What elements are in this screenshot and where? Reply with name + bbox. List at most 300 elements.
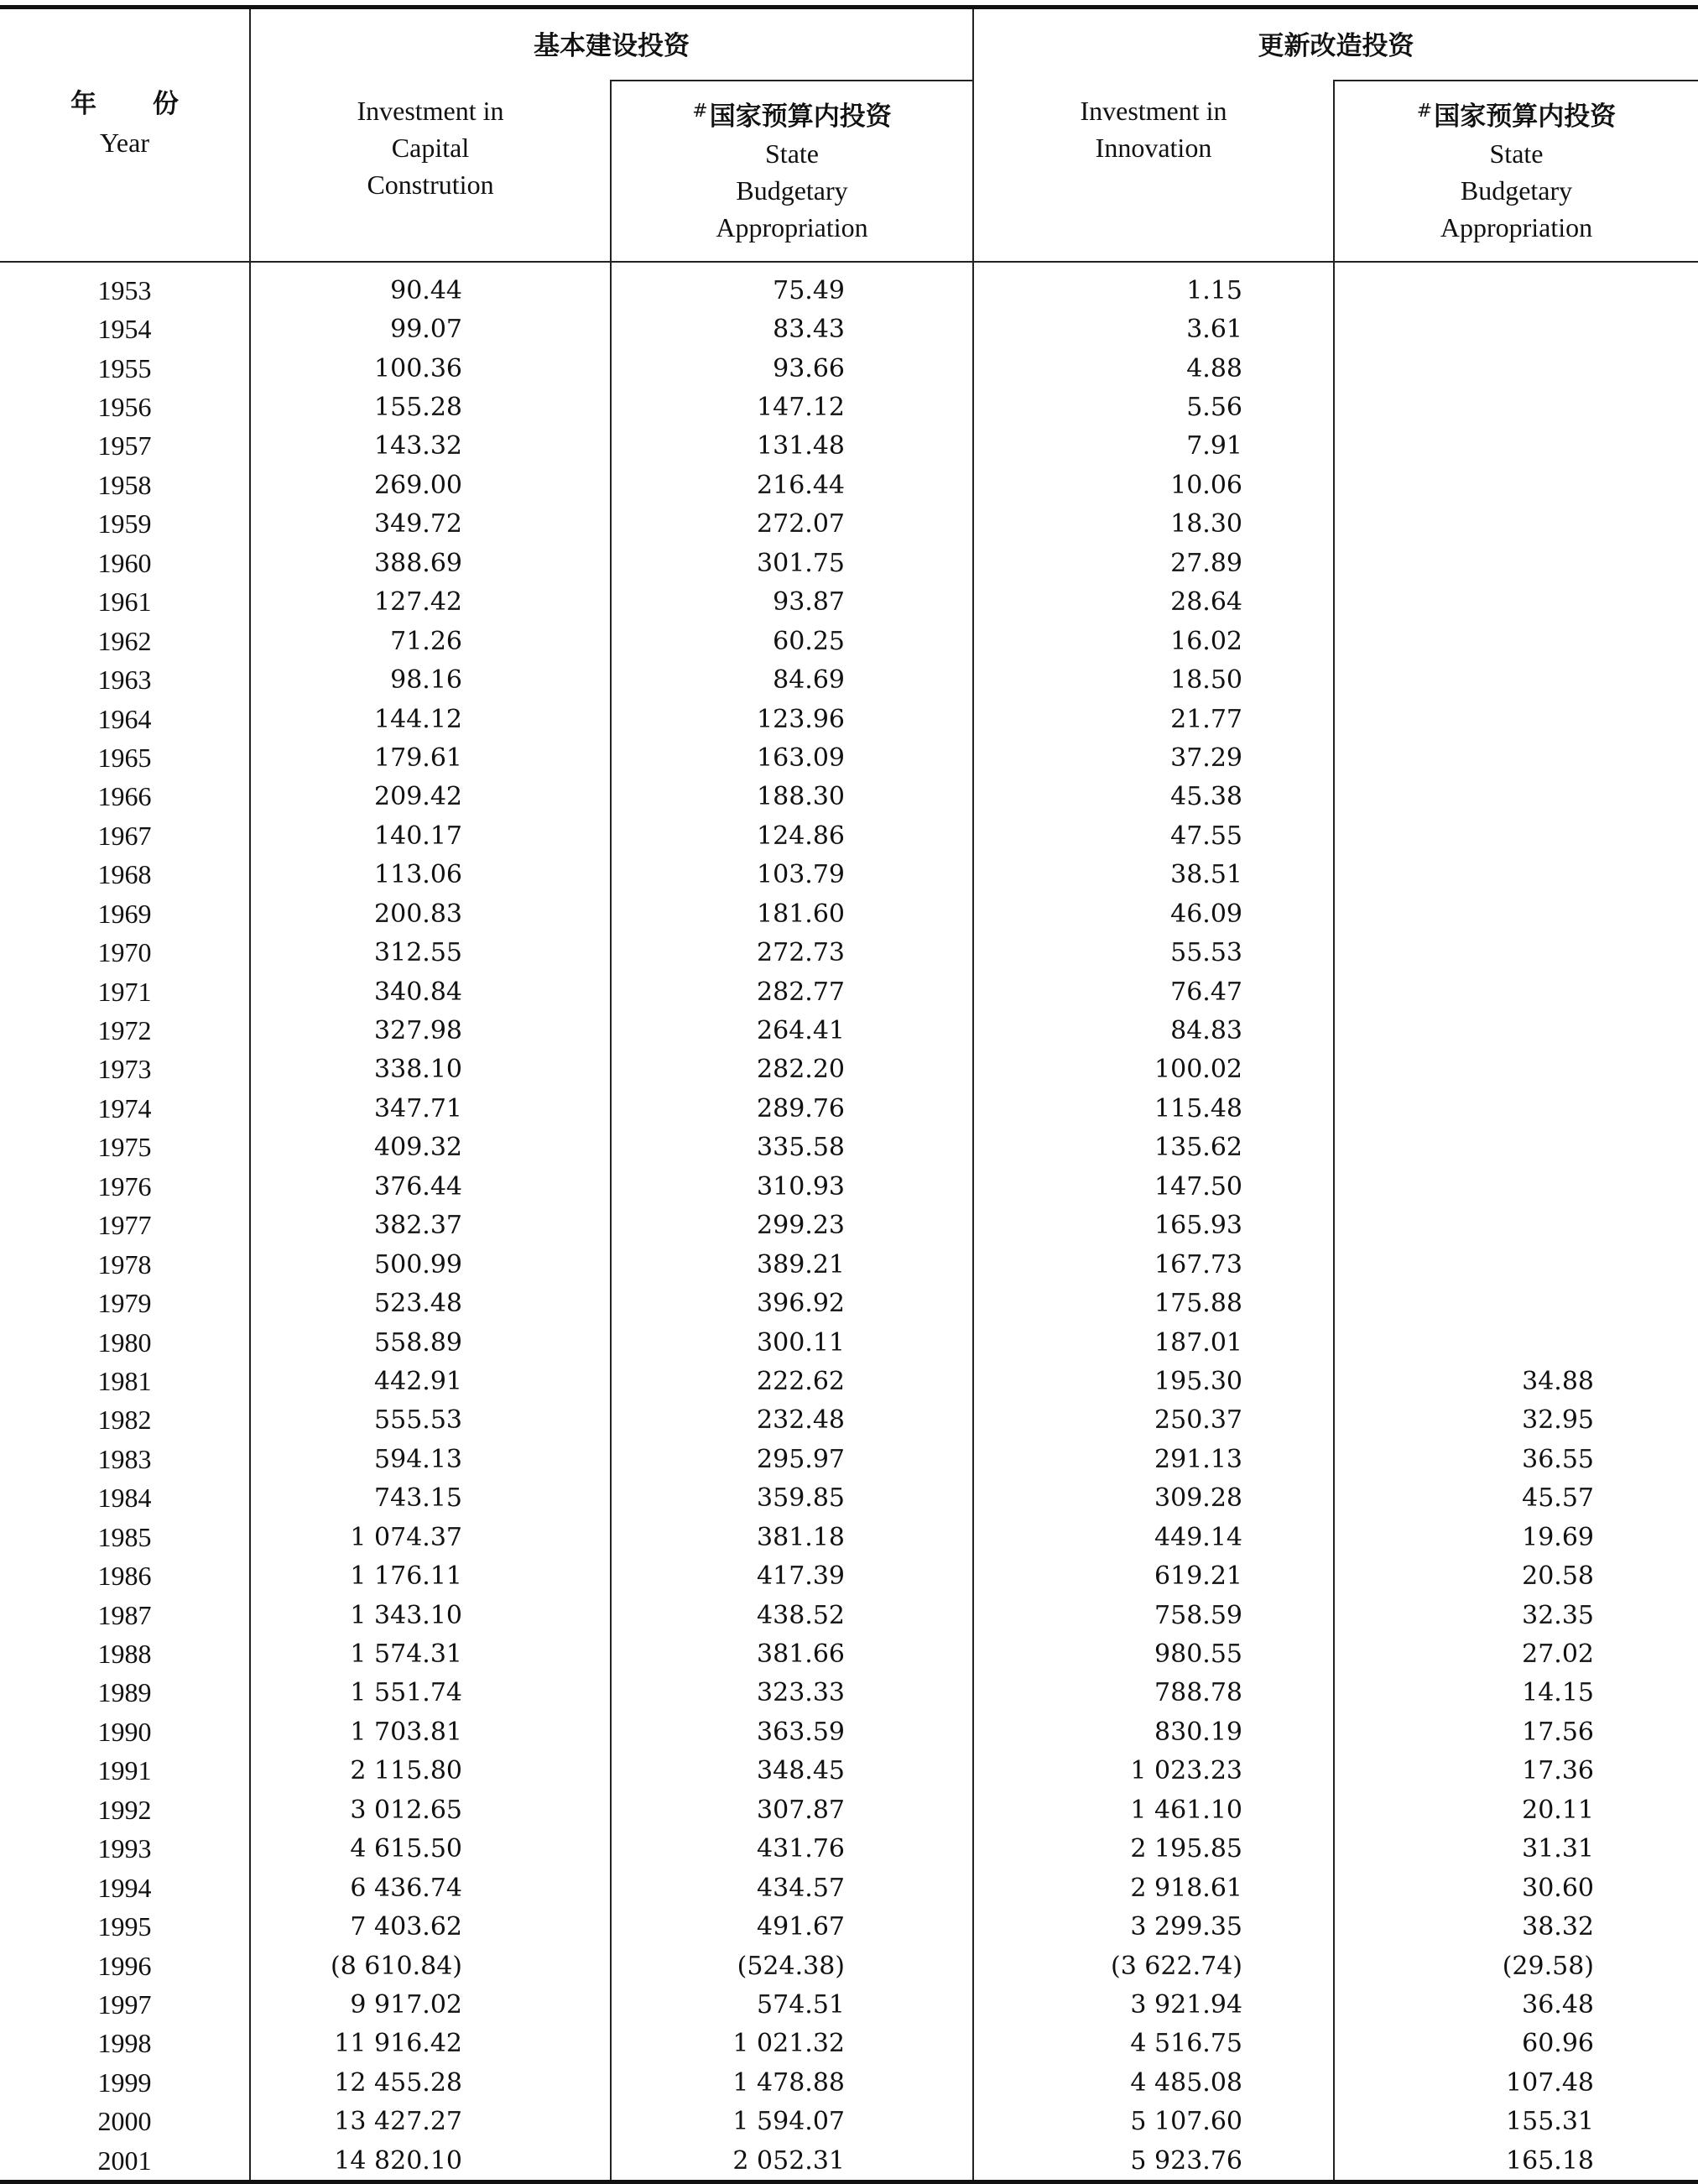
capital-budget-cell: 310.93: [611, 1167, 973, 1206]
capital-budget-cell: 103.79: [611, 856, 973, 894]
innovation-cell: 38.51: [973, 856, 1334, 894]
innovation-budget-cell: [1334, 1167, 1698, 1206]
capital-cell: 312.55: [250, 933, 611, 972]
innovation-budget-cell: [1334, 310, 1698, 348]
table-row: [0, 1712, 1698, 1751]
investment-table: [0, 5, 1698, 2184]
capital-budget-cell: 295.97: [611, 1440, 973, 1478]
capital-budget-cell: 216.44: [611, 466, 973, 504]
innovation-cell: 3 921.94: [973, 1985, 1334, 2024]
innovation-cell: 76.47: [973, 972, 1334, 1011]
year-cell: 1953: [97, 274, 152, 305]
innovation-budget-cell: 155.31: [1334, 2103, 1698, 2141]
innovation-budget-cell: 20.11: [1334, 1790, 1698, 1829]
year-cell: 1955: [97, 352, 152, 383]
year-cell: 1982: [97, 1405, 152, 1436]
capital-budget-cell: 434.57: [611, 1869, 973, 1907]
capital-budget-cell: 282.77: [611, 972, 973, 1011]
capital-cell: 98.16: [250, 660, 611, 699]
capital-cell: 6 436.74: [250, 1869, 611, 1907]
capital-budget-cell: 348.45: [611, 1752, 973, 1790]
innovation-budget-cell: 31.31: [1334, 1830, 1698, 1869]
capital-cell: 523.48: [250, 1284, 611, 1322]
group-header-innovation: 更新改造投资: [973, 8, 1698, 81]
capital-budget-cell: 124.86: [611, 816, 973, 855]
capital-cell: 7 403.62: [250, 1907, 611, 1946]
capital-budget-cell: 272.07: [611, 505, 973, 544]
capital-budget-cell: 84.69: [611, 660, 973, 699]
capital-budget-cell: 1 594.07: [611, 2103, 973, 2141]
table-row: [0, 2141, 1698, 2182]
year-cell: 1968: [97, 859, 152, 890]
table-row: [0, 388, 1698, 426]
capital-cell: 269.00: [250, 466, 611, 504]
capital-cell: 9 917.02: [250, 1985, 611, 2024]
capital-budget-cell: 438.52: [611, 1596, 973, 1634]
innovation-cell: 195.30: [973, 1362, 1334, 1400]
capital-cell: 71.26: [250, 622, 611, 660]
innovation-budget-cell: [1334, 1245, 1698, 1284]
table-row: [0, 660, 1698, 699]
innovation-budget-cell: [1334, 388, 1698, 426]
capital-cell: 127.42: [250, 583, 611, 622]
table-row: [0, 2063, 1698, 2102]
column-header-capital-budget: #国家预算内投资 State Budgetary Appropriation: [611, 81, 973, 262]
innovation-cell: 3 299.35: [973, 1907, 1334, 1946]
year-header-zh: 年 份: [70, 89, 202, 119]
innovation-cell: 47.55: [973, 816, 1334, 855]
innovation-budget-cell: [1334, 622, 1698, 660]
innovation-cell: 1 461.10: [973, 1790, 1334, 1829]
innovation-budget-cell: 36.48: [1334, 1985, 1698, 2024]
table-row: [0, 1596, 1698, 1634]
capital-cell: 11 916.42: [250, 2025, 611, 2063]
innovation-cell: 147.50: [973, 1167, 1334, 1206]
capital-budget-cell: 396.92: [611, 1284, 973, 1322]
capital-cell: 347.71: [250, 1089, 611, 1128]
year-cell: 1974: [97, 1092, 152, 1123]
innovation-cell: 7.91: [973, 427, 1334, 466]
capital-budget-cell: 163.09: [611, 738, 973, 777]
capital-cell: 1 176.11: [250, 1556, 611, 1595]
capital-budget-cell: 93.87: [611, 583, 973, 622]
table-row: [0, 427, 1698, 466]
innovation-cell: 46.09: [973, 894, 1334, 933]
table-row: [0, 1907, 1698, 1946]
year-cell: 1954: [97, 314, 152, 345]
year-cell: 1961: [97, 586, 152, 618]
capital-budget-cell: 222.62: [611, 1362, 973, 1400]
table-row: [0, 1985, 1698, 2024]
innovation-cell: 165.93: [973, 1207, 1334, 1245]
innovation-budget-cell: 36.55: [1334, 1440, 1698, 1478]
innovation-budget-cell: (29.58): [1334, 1947, 1698, 1985]
innovation-budget-cell: 20.58: [1334, 1556, 1698, 1595]
table-row: [0, 1011, 1698, 1050]
capital-budget-cell: 363.59: [611, 1712, 973, 1751]
innovation-budget-cell: 27.02: [1334, 1634, 1698, 1673]
innovation-budget-cell: [1334, 583, 1698, 622]
capital-budget-cell: 417.39: [611, 1556, 973, 1595]
innovation-cell: 4 516.75: [973, 2025, 1334, 2063]
table-row: [0, 1518, 1698, 1556]
capital-cell: 327.98: [250, 1011, 611, 1050]
innovation-cell: 5 107.60: [973, 2103, 1334, 2141]
year-cell: 1996: [97, 1950, 152, 1981]
table-row: [0, 1869, 1698, 1907]
capital-budget-cell: 307.87: [611, 1790, 973, 1829]
capital-cell: 3 012.65: [250, 1790, 611, 1829]
table-row: [0, 856, 1698, 894]
innovation-budget-cell: [1334, 816, 1698, 855]
innovation-budget-cell: [1334, 778, 1698, 816]
innovation-cell: 84.83: [973, 1011, 1334, 1050]
innovation-budget-cell: [1334, 262, 1698, 310]
table-header: [0, 8, 1698, 263]
capital-cell: 743.15: [250, 1479, 611, 1518]
capital-budget-cell: 323.33: [611, 1674, 973, 1712]
capital-budget-cell: 93.66: [611, 349, 973, 388]
table-row: [0, 505, 1698, 544]
capital-cell: 1 574.31: [250, 1634, 611, 1673]
budget-mark: #: [692, 101, 708, 122]
year-cell: 1978: [97, 1248, 152, 1280]
year-cell: 1985: [97, 1521, 152, 1552]
innovation-budget-cell: [1334, 349, 1698, 388]
capital-cell: 99.07: [250, 310, 611, 348]
year-cell: 1981: [97, 1365, 152, 1396]
table-row: [0, 262, 1698, 310]
capital-cell: 340.84: [250, 972, 611, 1011]
capital-cell: 1 703.81: [250, 1712, 611, 1751]
innovation-cell: 449.14: [973, 1518, 1334, 1556]
innovation-cell: 309.28: [973, 1479, 1334, 1518]
table-row: [0, 894, 1698, 933]
innovation-budget-cell: [1334, 856, 1698, 894]
innovation-budget-cell: 19.69: [1334, 1518, 1698, 1556]
capital-budget-cell: 431.76: [611, 1830, 973, 1869]
year-cell: 1993: [97, 1833, 152, 1864]
year-cell: 1987: [97, 1599, 152, 1630]
innovation-cell: 18.30: [973, 505, 1334, 544]
capital-budget-cell: 123.96: [611, 700, 973, 738]
innovation-budget-cell: 32.95: [1334, 1401, 1698, 1440]
table-row: [0, 349, 1698, 388]
year-cell: 1976: [97, 1170, 152, 1201]
capital-cell: 558.89: [250, 1323, 611, 1362]
capital-cell: 1 343.10: [250, 1596, 611, 1634]
year-cell: 1966: [97, 781, 152, 812]
innovation-cell: 21.77: [973, 700, 1334, 738]
capital-cell: 1 074.37: [250, 1518, 611, 1556]
year-cell: 1956: [97, 392, 152, 423]
innovation-cell: 2 918.61: [973, 1869, 1334, 1907]
innovation-budget-cell: [1334, 1207, 1698, 1245]
capital-cell: 90.44: [250, 262, 611, 310]
table-body: [0, 262, 1698, 2182]
table-row: [0, 1207, 1698, 1245]
table-row: [0, 583, 1698, 622]
innovation-budget-cell: 45.57: [1334, 1479, 1698, 1518]
innovation-cell: 167.73: [973, 1245, 1334, 1284]
year-cell: 1972: [97, 1015, 152, 1046]
capital-cell: 14 820.10: [250, 2141, 611, 2182]
capital-cell: 13 427.27: [250, 2103, 611, 2141]
capital-budget-cell: 264.41: [611, 1011, 973, 1050]
capital-budget-cell: 147.12: [611, 388, 973, 426]
capital-budget-cell: 2 052.31: [611, 2141, 973, 2182]
innovation-budget-cell: [1334, 1323, 1698, 1362]
innovation-budget-cell: [1334, 427, 1698, 466]
innovation-cell: 5.56: [973, 388, 1334, 426]
innovation-cell: 135.62: [973, 1128, 1334, 1167]
innovation-budget-cell: [1334, 894, 1698, 933]
innovation-budget-cell: 17.36: [1334, 1752, 1698, 1790]
budget-mark: #: [1416, 101, 1433, 122]
innovation-budget-cell: 32.35: [1334, 1596, 1698, 1634]
table-row: [0, 1479, 1698, 1518]
year-cell: 1984: [97, 1483, 152, 1514]
year-cell: 1963: [97, 665, 152, 696]
capital-budget-cell: 181.60: [611, 894, 973, 933]
capital-budget-cell: 491.67: [611, 1907, 973, 1946]
innovation-cell: 45.38: [973, 778, 1334, 816]
table-row: [0, 466, 1698, 504]
capital-cell: 209.42: [250, 778, 611, 816]
table-row: [0, 1362, 1698, 1400]
innovation-cell: 758.59: [973, 1596, 1334, 1634]
capital-cell: 155.28: [250, 388, 611, 426]
table-row: [0, 1674, 1698, 1712]
innovation-budget-cell: [1334, 700, 1698, 738]
innovation-budget-cell: 38.32: [1334, 1907, 1698, 1946]
year-cell: 1970: [97, 937, 152, 968]
innovation-cell: 187.01: [973, 1323, 1334, 1362]
innovation-budget-cell: [1334, 933, 1698, 972]
capital-budget-cell: 381.18: [611, 1518, 973, 1556]
table-row: [0, 1830, 1698, 1869]
innovation-cell: 2 195.85: [973, 1830, 1334, 1869]
table-row: [0, 1790, 1698, 1829]
capital-cell: 179.61: [250, 738, 611, 777]
innovation-cell: 18.50: [973, 660, 1334, 699]
innovation-budget-cell: [1334, 505, 1698, 544]
year-cell: 1971: [97, 976, 152, 1007]
innovation-budget-cell: [1334, 544, 1698, 582]
capital-budget-cell: 131.48: [611, 427, 973, 466]
innovation-cell: 250.37: [973, 1401, 1334, 1440]
innovation-cell: 830.19: [973, 1712, 1334, 1751]
innovation-budget-cell: 17.56: [1334, 1712, 1698, 1751]
innovation-cell: 10.06: [973, 466, 1334, 504]
innovation-cell: 4 485.08: [973, 2063, 1334, 2102]
innovation-budget-cell: [1334, 1128, 1698, 1167]
innovation-budget-cell: [1334, 1011, 1698, 1050]
year-cell: 1998: [97, 2028, 152, 2059]
capital-budget-cell: 574.51: [611, 1985, 973, 2024]
table-row: [0, 700, 1698, 738]
innovation-cell: 291.13: [973, 1440, 1334, 1478]
table-row: [0, 1167, 1698, 1206]
year-cell: 1979: [97, 1288, 152, 1319]
year-cell: 1999: [97, 2067, 152, 2098]
capital-cell: 144.12: [250, 700, 611, 738]
table-row: [0, 933, 1698, 972]
innovation-budget-cell: 165.18: [1334, 2141, 1698, 2182]
table-row: [0, 2103, 1698, 2141]
capital-cell: 338.10: [250, 1050, 611, 1089]
year-cell: 1962: [97, 625, 152, 656]
innovation-cell: 55.53: [973, 933, 1334, 972]
capital-cell: 555.53: [250, 1401, 611, 1440]
year-cell: 1988: [97, 1639, 152, 1670]
innovation-cell: 100.02: [973, 1050, 1334, 1089]
year-cell: 1997: [97, 1989, 152, 2020]
innovation-cell: 16.02: [973, 622, 1334, 660]
capital-cell: 113.06: [250, 856, 611, 894]
year-cell: 1960: [97, 547, 152, 578]
year-cell: 1964: [97, 703, 152, 734]
innovation-cell: 980.55: [973, 1634, 1334, 1673]
innovation-cell: 175.88: [973, 1284, 1334, 1322]
capital-cell: 442.91: [250, 1362, 611, 1400]
capital-budget-cell: 282.20: [611, 1050, 973, 1089]
capital-cell: 409.32: [250, 1128, 611, 1167]
table-row: [0, 544, 1698, 582]
capital-budget-cell: 289.76: [611, 1089, 973, 1128]
table-row: [0, 972, 1698, 1011]
capital-budget-cell: 188.30: [611, 778, 973, 816]
year-cell: 1973: [97, 1054, 152, 1085]
capital-budget-cell: 335.58: [611, 1128, 973, 1167]
capital-budget-cell: 299.23: [611, 1207, 973, 1245]
table-row: [0, 1245, 1698, 1284]
innovation-budget-cell: 30.60: [1334, 1869, 1698, 1907]
capital-budget-cell: 301.75: [611, 544, 973, 582]
innovation-cell: 788.78: [973, 1674, 1334, 1712]
innovation-cell: 3.61: [973, 310, 1334, 348]
capital-budget-cell: 60.25: [611, 622, 973, 660]
innovation-cell: 1 023.23: [973, 1752, 1334, 1790]
year-cell: 1991: [97, 1755, 152, 1786]
innovation-cell: 5 923.76: [973, 2141, 1334, 2182]
capital-cell: 382.37: [250, 1207, 611, 1245]
year-cell: 1986: [97, 1561, 152, 1592]
capital-budget-cell: 272.73: [611, 933, 973, 972]
capital-budget-cell: 83.43: [611, 310, 973, 348]
innovation-cell: 619.21: [973, 1556, 1334, 1595]
table-row: [0, 622, 1698, 660]
capital-cell: 143.32: [250, 427, 611, 466]
capital-cell: 140.17: [250, 816, 611, 855]
table-row: [0, 738, 1698, 777]
innovation-budget-cell: 107.48: [1334, 2063, 1698, 2102]
capital-budget-cell: 300.11: [611, 1323, 973, 1362]
table-row: [0, 1947, 1698, 1985]
year-cell: 1969: [97, 898, 152, 929]
year-cell: 1980: [97, 1327, 152, 1358]
innovation-cell: 4.88: [973, 349, 1334, 388]
column-header-capital: Investment in Capital Constrution: [250, 81, 611, 262]
capital-cell: 594.13: [250, 1440, 611, 1478]
year-cell: 2001: [0, 2141, 250, 2182]
column-header-innovation: Investment in Innovation: [973, 81, 1334, 262]
table-row: [0, 1050, 1698, 1089]
table-row: [0, 1752, 1698, 1790]
year-cell: 1967: [97, 820, 152, 851]
table-row: [0, 816, 1698, 855]
capital-cell: 12 455.28: [250, 2063, 611, 2102]
capital-cell: 388.69: [250, 544, 611, 582]
innovation-budget-cell: [1334, 660, 1698, 699]
year-cell: 1977: [97, 1210, 152, 1241]
table-row: [0, 310, 1698, 348]
capital-budget-cell: 1 021.32: [611, 2025, 973, 2063]
table-row: [0, 778, 1698, 816]
year-cell: 1983: [97, 1443, 152, 1474]
year-cell: 1995: [97, 1911, 152, 1942]
table-row: [0, 1128, 1698, 1167]
innovation-cell: 115.48: [973, 1089, 1334, 1128]
year-cell: 2000: [97, 2106, 152, 2137]
table-row: [0, 1284, 1698, 1322]
table-row: [0, 1634, 1698, 1673]
innovation-cell: 27.89: [973, 544, 1334, 582]
capital-cell: 200.83: [250, 894, 611, 933]
year-cell: 1990: [97, 1716, 152, 1747]
capital-cell: (8 610.84): [250, 1947, 611, 1985]
table-row: [0, 1440, 1698, 1478]
innovation-cell: 37.29: [973, 738, 1334, 777]
innovation-budget-cell: [1334, 972, 1698, 1011]
capital-cell: 2 115.80: [250, 1752, 611, 1790]
capital-budget-cell: 75.49: [611, 262, 973, 310]
year-cell: 1992: [97, 1794, 152, 1825]
innovation-budget-cell: [1334, 738, 1698, 777]
innovation-cell: 1.15: [973, 262, 1334, 310]
capital-cell: 376.44: [250, 1167, 611, 1206]
year-cell: 1994: [97, 1872, 152, 1903]
capital-budget-cell: (524.38): [611, 1947, 973, 1985]
year-header-en: Year: [100, 128, 149, 158]
innovation-budget-cell: 14.15: [1334, 1674, 1698, 1712]
year-cell: 1957: [97, 430, 152, 461]
year-cell: 1959: [97, 508, 152, 539]
group-header-capital: 基本建设投资: [250, 8, 973, 81]
table-row: [0, 2025, 1698, 2063]
table-row: [0, 1089, 1698, 1128]
capital-cell: 1 551.74: [250, 1674, 611, 1712]
capital-cell: 100.36: [250, 349, 611, 388]
year-cell: 1958: [97, 469, 152, 500]
capital-budget-cell: 232.48: [611, 1401, 973, 1440]
innovation-cell: 28.64: [973, 583, 1334, 622]
capital-budget-cell: 359.85: [611, 1479, 973, 1518]
capital-budget-cell: 1 478.88: [611, 2063, 973, 2102]
capital-cell: 4 615.50: [250, 1830, 611, 1869]
table-row: [0, 1323, 1698, 1362]
innovation-budget-cell: 60.96: [1334, 2025, 1698, 2063]
year-cell: 1989: [97, 1677, 152, 1708]
innovation-cell: (3 622.74): [973, 1947, 1334, 1985]
capital-budget-cell: 389.21: [611, 1245, 973, 1284]
capital-budget-cell: 381.66: [611, 1634, 973, 1673]
year-cell: 1975: [97, 1132, 152, 1163]
table-row: [0, 1556, 1698, 1595]
column-header-innovation-budget: #国家预算内投资 State Budgetary Appropriation: [1334, 81, 1698, 262]
innovation-budget-cell: [1334, 1089, 1698, 1128]
capital-cell: 349.72: [250, 505, 611, 544]
